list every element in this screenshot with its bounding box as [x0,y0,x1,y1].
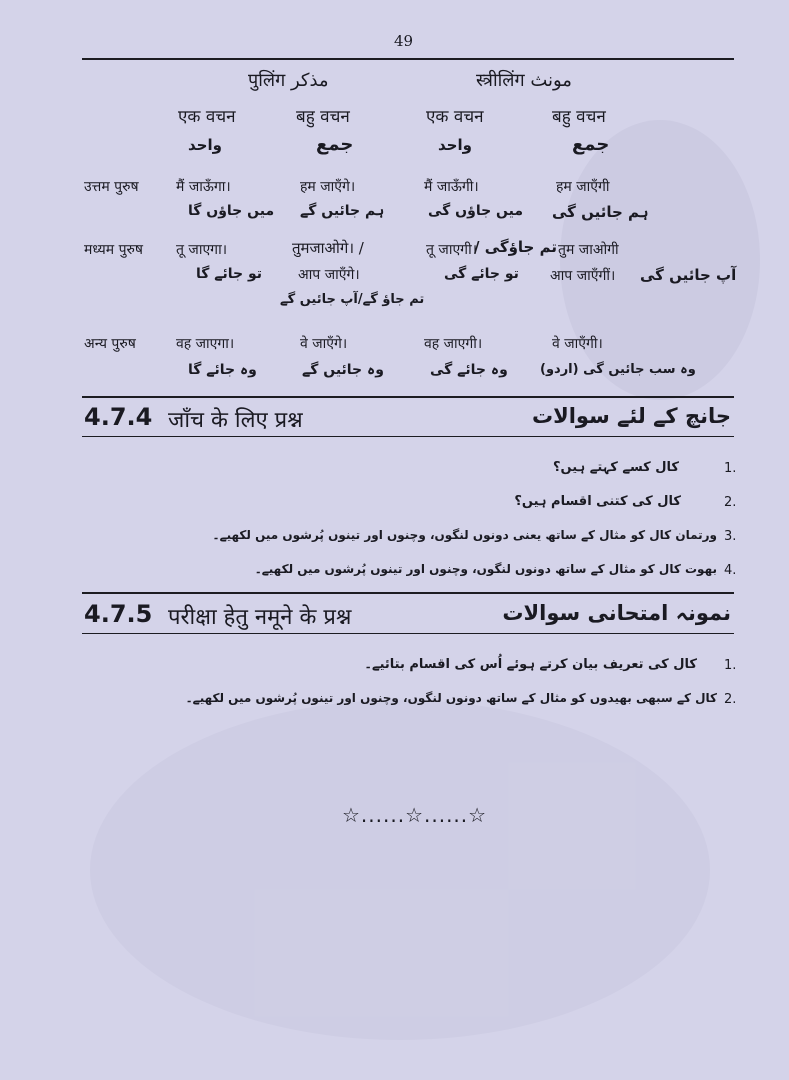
section-number-474: 4.7.4 [84,403,153,431]
table-cell-urdu: وہ جائے گی [430,362,508,378]
col-header-masc-singular: एक वचन [178,107,236,127]
table-cell: वे जाएँगी। [552,336,603,352]
table-cell: तू जाएगा। [176,242,228,258]
question-item: کال کی کتنی اقسام ہیں؟ [514,494,681,509]
row-label-third-person: अन्य पुरुष [84,336,136,352]
question-number: 1. [724,461,737,476]
table-cell-urdu: وہ جائے گا [188,362,257,378]
table-cell-urdu: تو جائے گا [196,266,262,282]
col-header-masc-plural: बहु वचन [296,107,350,127]
table-cell: तुमजाओगे। / [292,239,364,257]
table-cell: आप जाएँगीं। [550,268,616,284]
section-title-475-hindi: परीक्षा हेतु नमूने के प्रश्न [168,605,352,630]
section-rule [82,633,734,634]
footer-stars: ☆......☆......☆ [342,803,488,827]
row-label-first-person: उत्तम पुरुष [84,179,139,195]
question-item: کال کسے کہتے ہیں؟ [553,460,679,475]
table-cell: मैं जाऊँगा। [176,179,231,195]
table-cell: वह जाएगा। [176,336,235,352]
section-number-475: 4.7.5 [84,600,153,628]
section-title-474-hindi: जाँच के लिए प्रश्न [168,408,303,433]
table-cell-urdu: تم جاؤگی / [474,238,557,256]
table-cell-urdu: میں جاؤں گی [428,203,524,219]
table-cell-urdu: تو جائے گی [444,266,519,282]
table-cell-urdu: تم جاؤ گے/آپ جائیں گے [280,292,425,307]
top-rule [82,58,734,60]
question-number: 2. [724,692,737,707]
table-cell-urdu: وہ جائیں گے [302,362,384,378]
table-cell: हम जाएँगी [556,179,610,195]
question-number: 2. [724,495,737,510]
scan-smudge [560,120,760,400]
question-item: بھوت کال کو مثال کے ساتھ دونوں لنگوں، وچنوں اور تینوں پُرشوں میں لکھیے۔ [254,562,717,576]
question-number: 4. [724,563,737,578]
table-cell: वे जाएँगे। [300,336,348,352]
page-number: 49 [394,32,414,50]
table-cell: आप जाएँगे। [298,267,360,283]
table-cell-urdu: آپ جائیں گی [640,266,737,284]
table-cell: हम जाएँगे। [300,179,356,195]
section-rule [82,396,734,398]
col-header-masc-plural-urdu: جمع [316,134,354,155]
question-item: کال کی تعریف بیان کرتے ہوئے اُس کی اقسام بتائیے۔ [364,657,697,672]
header-masculine: पुलिंग مذکر [248,70,329,91]
header-feminine: स्त्रीलिंग مونث [476,70,572,91]
col-header-fem-singular-urdu: واحد [438,136,472,154]
table-cell-urdu: ہم جائیں گے [300,203,385,219]
question-number: 3. [724,529,737,544]
col-header-masc-singular-urdu: واحد [188,136,222,154]
table-cell: मैं जाऊँगी। [424,179,479,195]
section-title-474-urdu: جانچ کے لئے سوالات [531,404,731,428]
question-number: 1. [724,658,737,673]
scan-smudge [90,700,710,1040]
section-rule [82,436,734,437]
row-label-second-person: मध्यम पुरुष [84,242,143,258]
col-header-fem-plural: बहु वचन [552,107,606,127]
table-cell: तुम जाओगी [558,242,619,258]
table-cell-urdu: میں جاؤں گا [188,203,275,219]
table-cell: तू जाएगी। [426,242,478,258]
col-header-fem-plural-urdu: جمع [572,134,610,155]
section-rule [82,592,734,594]
table-cell: वह जाएगी। [424,336,483,352]
col-header-fem-singular: एक वचन [426,107,484,127]
table-cell-urdu: وہ سب جائیں گی (اردو) [540,362,696,377]
table-cell-urdu: ہم جائیں گی [552,203,649,221]
section-title-475-urdu: نمونہ امتحانی سوالات [502,601,731,625]
question-item: ورتمان کال کو مثال کے ساتھ یعنی دونوں لنگوں، وچنوں اور تینوں پُرشوں میں لکھیے۔ [212,528,717,542]
question-item: کال کے سبھی بھیدوں کو مثال کے ساتھ دونوں لنگوں، وچنوں اور تینوں پُرشوں میں لکھیے۔ [185,691,717,705]
